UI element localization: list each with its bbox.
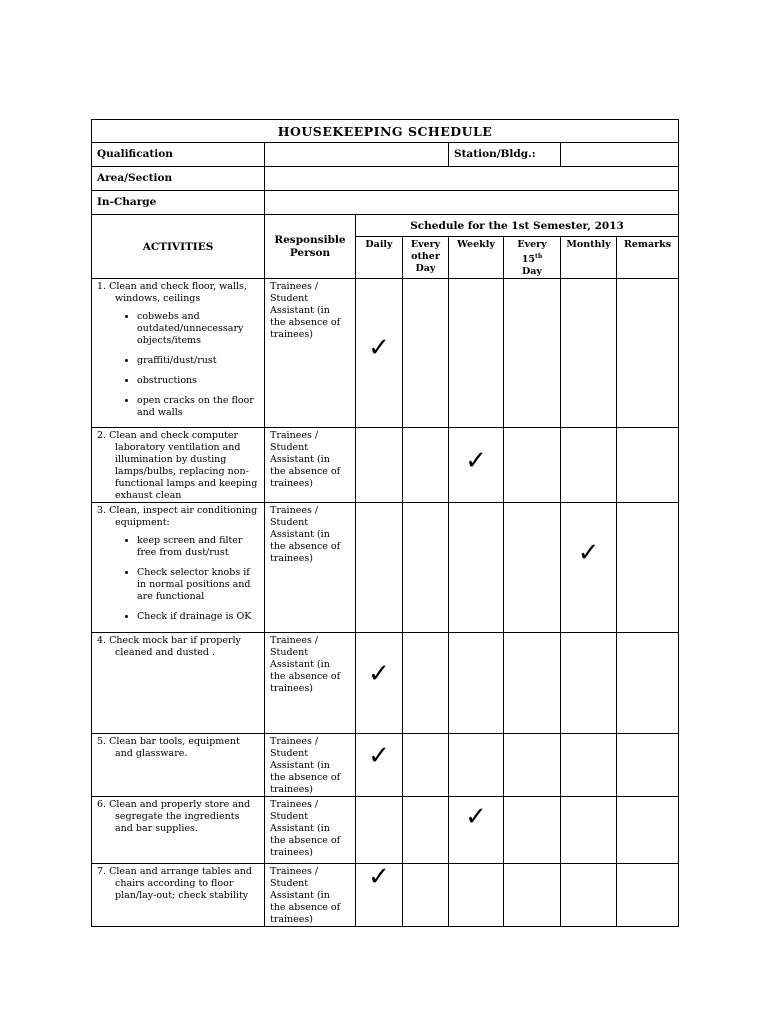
area-section-label: Area/Section [92, 167, 265, 191]
frequency-cell-weekly[interactable] [449, 279, 504, 428]
activity-text: 6. Clean and properly store and segregate the ingredients and bar supplies. [97, 799, 251, 835]
frequency-cell-monthly[interactable] [561, 428, 617, 503]
schedule-header: Schedule for the 1st Semester, 2013 [356, 215, 679, 237]
table-row [92, 279, 679, 428]
frequency-cell-every-other[interactable] [403, 633, 449, 734]
activity-text: 4. Check mock bar if properly cleaned and dusted . [97, 635, 241, 659]
activity-text: 2. Clean and check computer laboratory ventilation and illumination by dusting lamps/bulbs, replacing non-functional lamps and keeping exhaust clean [97, 430, 258, 502]
activity-bullet: • Check if drainage is OK [137, 611, 260, 623]
frequency-cell-every15[interactable] [504, 864, 561, 927]
table-row [92, 734, 679, 797]
check-mark-icon: ✓ [465, 802, 487, 833]
frequency-cell-daily[interactable] [356, 797, 403, 864]
responsible-person-header [265, 215, 356, 279]
in-charge-field[interactable] [265, 191, 679, 215]
activity-bullet: • obstructions [137, 375, 260, 387]
weekly-header: Weekly [449, 237, 504, 279]
activity-bullet: • cobwebs and outdated/unnecessary objects/items [137, 311, 260, 347]
activity-bullet: • graffiti/dust/rust [137, 355, 260, 367]
activity-cell [92, 633, 265, 734]
activity-cell [92, 428, 265, 503]
frequency-cell-monthly[interactable] [561, 279, 617, 428]
activity-bullet: • Check selector knobs if in normal positions and are functional [137, 567, 260, 603]
responsible-cell [265, 797, 356, 864]
check-mark-icon: ✓ [465, 446, 487, 477]
frequency-cell-daily[interactable] [356, 864, 403, 927]
frequency-cell-every-other[interactable] [403, 428, 449, 503]
frequency-cell-remarks[interactable] [617, 633, 679, 734]
responsible-text: Student [270, 748, 309, 760]
qualification-field[interactable] [265, 143, 449, 167]
responsible-text: trainees) [270, 847, 314, 859]
activity-cell [92, 797, 265, 864]
table-row [92, 633, 679, 734]
activity-bullet-list [97, 311, 260, 419]
in-charge-label: In-Charge [92, 191, 265, 215]
activities-header: ACTIVITIES [92, 215, 265, 279]
every15-sup: th [535, 253, 543, 260]
responsible-text: the absence of [270, 772, 341, 784]
activity-cell [92, 503, 265, 633]
frequency-cell-every15[interactable] [504, 797, 561, 864]
frequency-cell-every15[interactable] [504, 279, 561, 428]
area-section-field[interactable] [265, 167, 679, 191]
frequency-cell-monthly[interactable] [561, 864, 617, 927]
every15-l1: Every [517, 239, 547, 250]
every-other-l1: Every [410, 239, 441, 250]
responsible-text: Assistant (in [270, 305, 330, 317]
frequency-cell-every15[interactable] [504, 734, 561, 797]
responsible-cell [265, 428, 356, 503]
frequency-cell-weekly[interactable] [449, 864, 504, 927]
frequency-cell-monthly[interactable] [561, 797, 617, 864]
every15-num: 15 [521, 254, 536, 266]
table-row [92, 797, 679, 864]
responsible-text: Student [270, 442, 309, 454]
responsible-text: Trainees / [270, 505, 319, 517]
frequency-cell-every15[interactable] [504, 503, 561, 633]
activity-bullet: • keep screen and filter free from dust/rust [137, 535, 260, 559]
activity-cell [92, 279, 265, 428]
frequency-cell-remarks[interactable] [617, 503, 679, 633]
every-other-l2: other [411, 251, 440, 262]
frequency-cell-daily[interactable] [356, 633, 403, 734]
frequency-cell-weekly[interactable] [449, 633, 504, 734]
page-title: HOUSEKEEPING SCHEDULE [92, 120, 679, 143]
frequency-cell-weekly[interactable] [449, 503, 504, 633]
every-other-l3: Day [415, 263, 436, 274]
table-row [92, 864, 679, 927]
responsible-cell [265, 279, 356, 428]
housekeeping-schedule-table [91, 119, 679, 927]
frequency-cell-remarks[interactable] [617, 797, 679, 864]
frequency-cell-remarks[interactable] [617, 428, 679, 503]
responsible-text: Assistant (in [270, 659, 330, 671]
every-other-day-header [403, 237, 449, 279]
responsible-text: trainees) [270, 478, 314, 490]
frequency-cell-every15[interactable] [504, 633, 561, 734]
frequency-cell-every-other[interactable] [403, 797, 449, 864]
responsible-text: the absence of [270, 671, 341, 683]
frequency-cell-remarks[interactable] [617, 734, 679, 797]
responsible-header-line1: Responsible [274, 233, 346, 246]
activity-text: 7. Clean and arrange tables and chairs according to floor plan/lay-out; check stability [97, 866, 252, 902]
responsible-text: Student [270, 878, 309, 890]
table-row [92, 503, 679, 633]
check-mark-icon: ✓ [368, 659, 390, 690]
activity-cell [92, 864, 265, 927]
every-15th-day-header [504, 237, 561, 279]
activity-text: 1. Clean and check floor, walls, windows, ceilings [97, 281, 247, 305]
responsible-text: Assistant (in [270, 823, 330, 835]
responsible-text: Trainees / [270, 281, 319, 293]
daily-header: Daily [356, 237, 403, 279]
frequency-cell-weekly[interactable] [449, 428, 504, 503]
responsible-text: Student [270, 811, 309, 823]
activity-bullet: • open cracks on the floor and walls [137, 395, 260, 419]
check-mark-icon: ✓ [368, 862, 390, 893]
responsible-text: the absence of [270, 902, 341, 914]
frequency-cell-monthly[interactable] [561, 503, 617, 633]
activity-bullet-list [97, 535, 260, 623]
frequency-cell-daily[interactable] [356, 734, 403, 797]
responsible-cell [265, 633, 356, 734]
responsible-text: Student [270, 293, 309, 305]
station-field[interactable] [561, 143, 679, 167]
responsible-text: Trainees / [270, 799, 319, 811]
responsible-text: the absence of [270, 317, 341, 329]
frequency-cell-monthly[interactable] [561, 633, 617, 734]
frequency-cell-weekly[interactable] [449, 734, 504, 797]
check-mark-icon: ✓ [368, 741, 390, 772]
remarks-header: Remarks [617, 237, 679, 279]
responsible-text: the absence of [270, 466, 341, 478]
responsible-text: the absence of [270, 541, 341, 553]
responsible-text: Trainees / [270, 736, 319, 748]
activity-cell [92, 734, 265, 797]
station-label: Station/Bldg.: [449, 143, 561, 167]
monthly-header: Monthly [561, 237, 617, 279]
responsible-header-line2: Person [289, 246, 331, 259]
frequency-cell-every-other[interactable] [403, 864, 449, 927]
check-mark-icon: ✓ [577, 538, 600, 569]
responsible-text: Assistant (in [270, 760, 330, 772]
activity-text: 5. Clean bar tools, equipment and glassware. [97, 736, 240, 760]
frequency-cell-daily[interactable] [356, 428, 403, 503]
responsible-text: Assistant (in [270, 454, 330, 466]
frequency-cell-daily[interactable] [356, 503, 403, 633]
frequency-cell-every-other[interactable] [403, 503, 449, 633]
responsible-text: trainees) [270, 914, 314, 926]
frequency-cell-remarks[interactable] [617, 864, 679, 927]
frequency-cell-remarks[interactable] [617, 279, 679, 428]
responsible-cell [265, 734, 356, 797]
responsible-text: trainees) [270, 683, 314, 695]
responsible-text: the absence of [270, 835, 341, 847]
responsible-text: Trainees / [270, 866, 319, 878]
qualification-label: Qualification [92, 143, 265, 167]
responsible-text: Student [270, 517, 309, 529]
responsible-text: Student [270, 647, 309, 659]
frequency-cell-monthly[interactable] [561, 734, 617, 797]
frequency-cell-weekly[interactable] [449, 797, 504, 864]
responsible-cell [265, 864, 356, 927]
frequency-cell-every15[interactable] [504, 428, 561, 503]
frequency-cell-every-other[interactable] [403, 734, 449, 797]
activity-text: 3. Clean, inspect air conditioning equipment: [97, 505, 258, 529]
responsible-text: trainees) [270, 784, 314, 796]
responsible-text: Assistant (in [270, 890, 330, 902]
responsible-text: trainees) [270, 553, 314, 565]
check-mark-icon: ✓ [368, 333, 390, 364]
every15-l3: Day [522, 266, 542, 278]
frequency-cell-every-other[interactable] [403, 279, 449, 428]
responsible-text: trainees) [270, 329, 314, 341]
responsible-cell [265, 503, 356, 633]
responsible-text: Trainees / [270, 430, 319, 442]
table-row [92, 428, 679, 503]
responsible-text: Trainees / [270, 635, 319, 647]
frequency-cell-daily[interactable] [356, 279, 403, 428]
responsible-text: Assistant (in [270, 529, 330, 541]
